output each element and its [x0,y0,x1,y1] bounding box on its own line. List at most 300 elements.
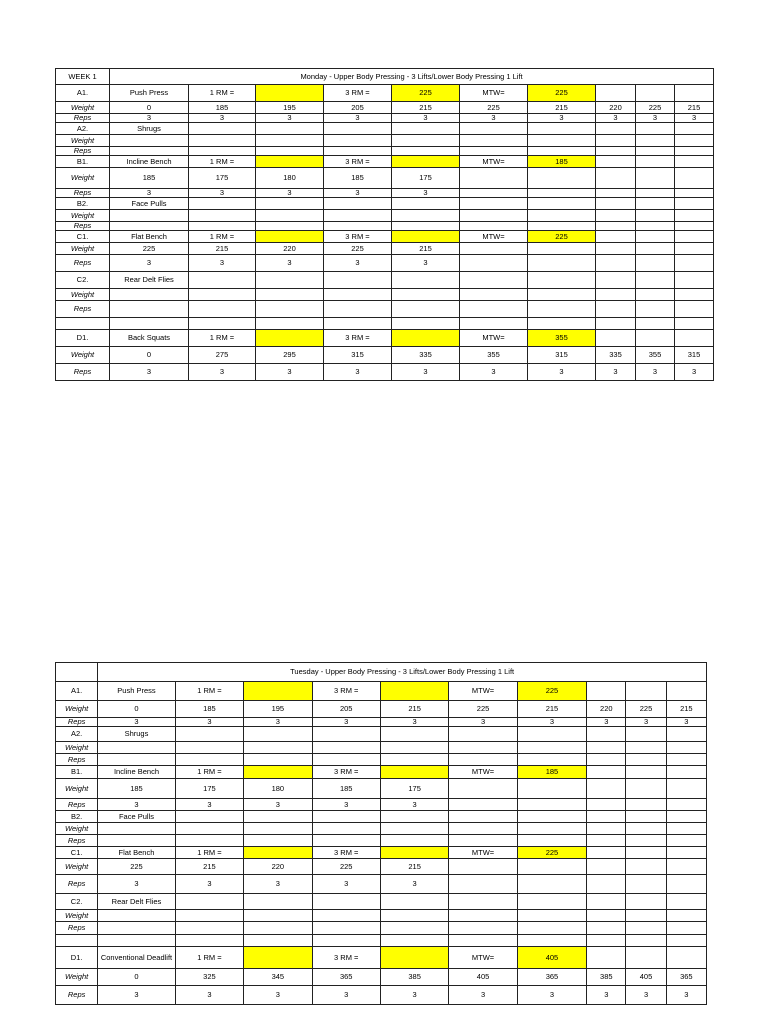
data-cell[interactable]: 3 [312,875,380,894]
data-cell[interactable] [98,922,175,935]
empty-cell[interactable] [626,727,666,742]
data-cell[interactable] [175,742,243,754]
data-cell[interactable]: 3 [312,799,380,811]
data-cell[interactable]: 3 [460,364,528,381]
data-cell[interactable]: 335 [392,347,460,364]
empty-cell[interactable] [324,123,392,135]
one-rm-value[interactable] [256,156,324,168]
data-cell[interactable] [517,754,586,766]
data-cell[interactable] [528,255,596,272]
empty-cell[interactable] [587,766,626,779]
data-cell[interactable] [175,823,243,835]
data-cell[interactable] [449,823,517,835]
empty-cell[interactable] [256,123,324,135]
data-cell[interactable]: 3 [392,255,460,272]
data-cell[interactable] [324,222,392,231]
empty-cell[interactable] [596,85,636,102]
one-rm-value[interactable] [244,947,312,969]
data-cell[interactable] [380,754,448,766]
data-cell[interactable]: 3 [110,189,189,198]
data-cell[interactable]: 175 [392,168,460,189]
data-cell[interactable] [175,910,243,922]
data-cell[interactable] [666,835,706,847]
data-cell[interactable] [636,135,675,147]
data-cell[interactable]: 355 [636,347,675,364]
data-cell[interactable] [587,742,626,754]
empty-cell[interactable] [324,272,392,289]
mtw-value[interactable]: 185 [517,766,586,779]
data-cell[interactable] [675,222,714,231]
data-cell[interactable]: 295 [256,347,324,364]
data-cell[interactable] [449,799,517,811]
one-rm-value[interactable] [256,231,324,243]
empty-cell[interactable] [666,811,706,823]
data-cell[interactable] [449,835,517,847]
data-cell[interactable]: 215 [675,102,714,114]
empty-cell[interactable] [517,935,586,947]
empty-cell[interactable] [636,85,675,102]
exercise-name[interactable]: Shrugs [110,123,189,135]
data-cell[interactable] [626,910,666,922]
exercise-name[interactable]: Push Press [98,682,175,701]
data-cell[interactable]: 3 [175,718,243,727]
data-cell[interactable]: 3 [110,364,189,381]
empty-cell[interactable] [312,935,380,947]
empty-cell[interactable] [175,935,243,947]
data-cell[interactable] [256,222,324,231]
data-cell[interactable] [675,168,714,189]
empty-cell[interactable] [675,231,714,243]
data-cell[interactable] [256,147,324,156]
empty-cell[interactable] [587,727,626,742]
three-rm-value[interactable] [392,156,460,168]
data-cell[interactable] [636,289,675,301]
data-cell[interactable] [449,859,517,875]
data-cell[interactable]: 215 [380,859,448,875]
data-cell[interactable] [596,135,636,147]
data-cell[interactable]: 215 [517,701,586,718]
data-cell[interactable]: 225 [312,859,380,875]
data-cell[interactable] [587,823,626,835]
data-cell[interactable]: 3 [392,114,460,123]
data-cell[interactable]: 185 [175,701,243,718]
data-cell[interactable] [460,243,528,255]
empty-cell[interactable] [626,766,666,779]
data-cell[interactable] [636,255,675,272]
data-cell[interactable] [98,742,175,754]
empty-cell[interactable] [189,123,256,135]
mtw-value[interactable]: 405 [517,947,586,969]
data-cell[interactable] [449,779,517,799]
data-cell[interactable] [110,289,189,301]
empty-cell[interactable] [675,318,714,330]
data-cell[interactable] [98,835,175,847]
exercise-name[interactable]: Back Squats [110,330,189,347]
empty-cell[interactable] [675,272,714,289]
data-cell[interactable] [380,922,448,935]
data-cell[interactable] [244,835,312,847]
data-cell[interactable]: 195 [244,701,312,718]
empty-cell[interactable] [449,727,517,742]
data-cell[interactable]: 3 [380,875,448,894]
data-cell[interactable] [675,301,714,318]
empty-cell[interactable] [175,727,243,742]
data-cell[interactable]: 3 [636,364,675,381]
data-cell[interactable] [460,255,528,272]
data-cell[interactable] [626,859,666,875]
empty-cell[interactable] [636,272,675,289]
data-cell[interactable] [312,922,380,935]
data-cell[interactable] [460,147,528,156]
data-cell[interactable] [189,222,256,231]
empty-cell[interactable] [636,156,675,168]
data-cell[interactable] [110,147,189,156]
data-cell[interactable] [312,742,380,754]
data-cell[interactable] [596,255,636,272]
data-cell[interactable] [517,875,586,894]
empty-cell[interactable] [596,198,636,210]
empty-cell[interactable] [666,727,706,742]
empty-cell[interactable] [312,811,380,823]
empty-cell[interactable] [380,935,448,947]
data-cell[interactable]: 0 [98,701,175,718]
data-cell[interactable] [528,222,596,231]
empty-cell[interactable] [380,894,448,910]
data-cell[interactable]: 3 [98,799,175,811]
data-cell[interactable]: 3 [587,718,626,727]
empty-cell[interactable] [449,935,517,947]
empty-cell[interactable] [256,198,324,210]
data-cell[interactable]: 3 [256,364,324,381]
data-cell[interactable] [392,210,460,222]
empty-cell[interactable] [587,811,626,823]
one-rm-value[interactable] [244,766,312,779]
empty-cell[interactable] [312,894,380,910]
empty-cell[interactable] [244,811,312,823]
data-cell[interactable] [98,823,175,835]
data-cell[interactable]: 175 [380,779,448,799]
data-cell[interactable]: 3 [392,189,460,198]
data-cell[interactable]: 3 [666,986,706,1005]
data-cell[interactable]: 225 [636,102,675,114]
empty-cell[interactable] [666,947,706,969]
data-cell[interactable] [380,823,448,835]
data-cell[interactable] [675,189,714,198]
data-cell[interactable] [312,910,380,922]
data-cell[interactable] [312,823,380,835]
data-cell[interactable]: 3 [449,986,517,1005]
data-cell[interactable] [98,910,175,922]
empty-cell[interactable] [189,198,256,210]
data-cell[interactable] [175,922,243,935]
data-cell[interactable]: 3 [189,364,256,381]
data-cell[interactable] [110,301,189,318]
data-cell[interactable] [587,910,626,922]
data-cell[interactable] [517,779,586,799]
data-cell[interactable] [636,222,675,231]
empty-cell[interactable] [636,318,675,330]
data-cell[interactable]: 3 [175,799,243,811]
data-cell[interactable] [324,135,392,147]
empty-cell[interactable] [587,947,626,969]
data-cell[interactable]: 3 [587,986,626,1005]
one-rm-value[interactable] [244,847,312,859]
data-cell[interactable]: 3 [98,875,175,894]
data-cell[interactable] [312,754,380,766]
data-cell[interactable] [626,779,666,799]
data-cell[interactable] [675,147,714,156]
empty-cell[interactable] [324,318,392,330]
data-cell[interactable] [312,835,380,847]
data-cell[interactable] [324,147,392,156]
data-cell[interactable] [636,189,675,198]
empty-cell[interactable] [666,935,706,947]
empty-cell[interactable] [528,318,596,330]
empty-cell[interactable] [528,272,596,289]
data-cell[interactable] [256,289,324,301]
empty-cell[interactable] [380,811,448,823]
mtw-value[interactable]: 225 [517,682,586,701]
data-cell[interactable] [636,210,675,222]
data-cell[interactable]: 3 [110,114,189,123]
data-cell[interactable] [587,779,626,799]
data-cell[interactable]: 3 [244,875,312,894]
empty-cell[interactable] [587,847,626,859]
data-cell[interactable] [460,135,528,147]
data-cell[interactable]: 3 [256,114,324,123]
data-cell[interactable]: 3 [244,718,312,727]
data-cell[interactable] [110,135,189,147]
data-cell[interactable] [460,210,528,222]
data-cell[interactable] [517,922,586,935]
data-cell[interactable]: 3 [675,114,714,123]
data-cell[interactable]: 315 [324,347,392,364]
data-cell[interactable] [517,799,586,811]
data-cell[interactable]: 3 [449,718,517,727]
data-cell[interactable]: 3 [98,718,175,727]
empty-cell[interactable] [392,272,460,289]
data-cell[interactable] [380,910,448,922]
data-cell[interactable] [517,742,586,754]
empty-cell[interactable] [587,682,626,701]
data-cell[interactable] [666,875,706,894]
data-cell[interactable]: 225 [449,701,517,718]
empty-cell[interactable] [528,123,596,135]
data-cell[interactable] [517,823,586,835]
data-cell[interactable]: 3 [666,718,706,727]
empty-cell[interactable] [256,272,324,289]
data-cell[interactable]: 365 [312,969,380,986]
empty-cell[interactable] [392,123,460,135]
data-cell[interactable]: 3 [175,986,243,1005]
data-cell[interactable] [636,147,675,156]
empty-cell[interactable] [636,231,675,243]
data-cell[interactable]: 3 [312,718,380,727]
empty-cell[interactable] [189,272,256,289]
exercise-name[interactable]: Rear Delt Flies [98,894,175,910]
data-cell[interactable]: 225 [626,701,666,718]
data-cell[interactable]: 215 [380,701,448,718]
data-cell[interactable]: 220 [256,243,324,255]
empty-cell[interactable] [460,318,528,330]
empty-cell[interactable] [596,318,636,330]
data-cell[interactable] [380,742,448,754]
data-cell[interactable] [110,210,189,222]
data-cell[interactable]: 185 [189,102,256,114]
empty-cell[interactable] [460,123,528,135]
three-rm-value[interactable] [392,231,460,243]
data-cell[interactable] [189,147,256,156]
data-cell[interactable] [528,189,596,198]
data-cell[interactable]: 335 [596,347,636,364]
empty-cell[interactable] [626,935,666,947]
data-cell[interactable]: 3 [636,114,675,123]
three-rm-value[interactable] [380,766,448,779]
data-cell[interactable]: 215 [175,859,243,875]
data-cell[interactable] [587,922,626,935]
data-cell[interactable] [626,875,666,894]
empty-cell[interactable] [460,198,528,210]
data-cell[interactable]: 3 [675,364,714,381]
data-cell[interactable]: 315 [528,347,596,364]
data-cell[interactable]: 3 [380,799,448,811]
data-cell[interactable] [460,168,528,189]
empty-cell[interactable] [666,682,706,701]
data-cell[interactable]: 3 [312,986,380,1005]
data-cell[interactable]: 325 [175,969,243,986]
data-cell[interactable] [675,135,714,147]
data-cell[interactable] [189,289,256,301]
one-rm-value[interactable] [244,682,312,701]
data-cell[interactable] [626,742,666,754]
data-cell[interactable] [587,799,626,811]
data-cell[interactable] [449,742,517,754]
data-cell[interactable]: 215 [392,243,460,255]
data-cell[interactable]: 3 [528,364,596,381]
data-cell[interactable]: 0 [110,347,189,364]
data-cell[interactable] [324,210,392,222]
data-cell[interactable]: 180 [244,779,312,799]
data-cell[interactable] [666,859,706,875]
empty-cell[interactable] [392,318,460,330]
data-cell[interactable] [324,301,392,318]
data-cell[interactable]: 3 [256,189,324,198]
data-cell[interactable]: 3 [596,364,636,381]
data-cell[interactable]: 315 [675,347,714,364]
data-cell[interactable]: 3 [189,255,256,272]
exercise-name[interactable]: Face Pulls [110,198,189,210]
data-cell[interactable]: 220 [587,701,626,718]
data-cell[interactable] [449,922,517,935]
data-cell[interactable]: 3 [517,718,586,727]
data-cell[interactable] [517,910,586,922]
data-cell[interactable] [528,168,596,189]
data-cell[interactable] [528,289,596,301]
empty-cell[interactable] [56,318,110,330]
empty-cell[interactable] [110,318,189,330]
data-cell[interactable] [460,301,528,318]
data-cell[interactable]: 3 [189,189,256,198]
data-cell[interactable] [528,210,596,222]
data-cell[interactable]: 3 [380,718,448,727]
empty-cell[interactable] [587,894,626,910]
data-cell[interactable]: 3 [380,986,448,1005]
data-cell[interactable] [392,301,460,318]
empty-cell[interactable] [449,894,517,910]
data-cell[interactable] [587,754,626,766]
data-cell[interactable] [244,823,312,835]
data-cell[interactable]: 215 [666,701,706,718]
empty-cell[interactable] [175,811,243,823]
mtw-value[interactable]: 225 [528,231,596,243]
data-cell[interactable] [675,255,714,272]
empty-cell[interactable] [244,894,312,910]
data-cell[interactable] [596,243,636,255]
data-cell[interactable] [460,189,528,198]
data-cell[interactable] [449,910,517,922]
empty-cell[interactable] [98,935,175,947]
data-cell[interactable] [244,922,312,935]
data-cell[interactable] [528,135,596,147]
data-cell[interactable] [528,243,596,255]
data-cell[interactable]: 405 [449,969,517,986]
empty-cell[interactable] [626,894,666,910]
data-cell[interactable] [596,222,636,231]
data-cell[interactable] [587,875,626,894]
data-cell[interactable] [666,823,706,835]
empty-cell[interactable] [449,811,517,823]
empty-cell[interactable] [666,766,706,779]
three-rm-value[interactable] [380,682,448,701]
data-cell[interactable] [636,301,675,318]
empty-cell[interactable] [636,330,675,347]
exercise-name[interactable]: Incline Bench [98,766,175,779]
mtw-value[interactable]: 355 [528,330,596,347]
empty-cell[interactable] [380,727,448,742]
data-cell[interactable] [596,189,636,198]
data-cell[interactable]: 3 [596,114,636,123]
data-cell[interactable]: 185 [312,779,380,799]
data-cell[interactable]: 3 [528,114,596,123]
data-cell[interactable] [587,859,626,875]
empty-cell[interactable] [596,156,636,168]
data-cell[interactable]: 175 [189,168,256,189]
empty-cell[interactable] [666,847,706,859]
data-cell[interactable]: 3 [517,986,586,1005]
three-rm-value[interactable]: 225 [392,85,460,102]
data-cell[interactable]: 3 [324,189,392,198]
empty-cell[interactable] [596,231,636,243]
data-cell[interactable] [392,222,460,231]
mtw-value[interactable]: 225 [517,847,586,859]
empty-cell[interactable] [189,318,256,330]
empty-cell[interactable] [175,894,243,910]
data-cell[interactable] [626,823,666,835]
data-cell[interactable]: 175 [175,779,243,799]
data-cell[interactable]: 3 [175,875,243,894]
empty-cell[interactable] [675,85,714,102]
data-cell[interactable]: 195 [256,102,324,114]
data-cell[interactable]: 275 [189,347,256,364]
data-cell[interactable] [244,910,312,922]
data-cell[interactable] [449,875,517,894]
data-cell[interactable] [256,135,324,147]
mtw-value[interactable]: 185 [528,156,596,168]
one-rm-value[interactable] [256,85,324,102]
empty-cell[interactable] [517,727,586,742]
data-cell[interactable] [392,135,460,147]
empty-cell[interactable] [626,682,666,701]
